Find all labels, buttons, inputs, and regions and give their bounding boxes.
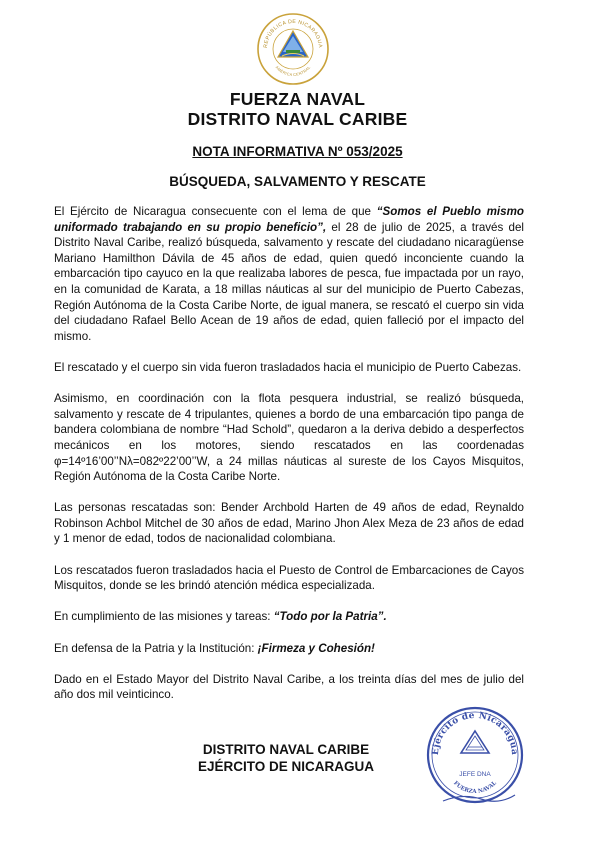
patria-motto: “Todo por la Patria”. (273, 610, 387, 624)
paragraph-4: Las personas rescatadas son: Bender Archbold Harten de 49 años de edad, Reynaldo Robinson Achbol Mitchel de 30 años de edad, Marino Jhon Alex Meza de 23 años de edad y 1 menor de edad, todos de nacionalidad colombiana. (54, 501, 524, 546)
paragraph-8: Dado en el Estado Mayor del Distrito Naval Caribe, a los treinta días del mes de julio del año dos mil veinticinco. (54, 672, 524, 702)
paragraph-2: El rescatado y el cuerpo sin vida fueron trasladados hacia el municipio de Puerto Cabezas. (54, 360, 522, 374)
firmeza-motto: ¡Firmeza y Cohesión! (257, 641, 375, 655)
paragraph-7-intro: En defensa de la Patria y la Institución: (54, 641, 258, 655)
seal-triangle-emblem (278, 31, 308, 57)
stamp-text-bottom: FUERZA NAVAL (452, 780, 498, 796)
page-title (0, 89, 595, 129)
army-motto: “Somos el Pueblo mismo uniformado trabajando en su propio beneficio”, (54, 205, 524, 234)
title-fuerza-naval: FUERZA NAVAL (229, 89, 366, 109)
document-body (54, 204, 524, 719)
paragraph-3: Asimismo, en coordinación con la flota pesquera industrial, se realizó búsqueda, salvamento y rescate de 4 tripulantes, quienes a bordo de una embarcación tipo panga de bandera colombiana de nombre “Had Schold”, quedaron a la deriva debido a desperfectos mecánicos en los motores, siendo rescatados en las coordenadas φ=14º16’00’’Nλ=082º22’00’’W, a 24 millas náuticas al sureste de los Cayos Misquitos, Región Autónoma de la Costa Caribe Norte. (54, 392, 524, 484)
note-title: NOTA INFORMATIVA Nº 053/2025 (192, 144, 403, 159)
paragraph-6 (54, 609, 524, 625)
paragraph-1-rest: el 28 de julio de 2025, a través del Distrito Naval Caribe, realizó búsqueda, salvamento y rescate del ciudadano nicaragüense Mariano Hamilthon Dávila de 45 años de edad, quien quedó inconciente cuando la embarcación tipo cayuco en la que realizaba labores de pesca, fue impactada por un rayo, en la comunidad de Karata, a 18 millas náuticas al sur del municipio de Puerto Cabezas, Región Autónoma de la Costa Caribe Norte, de igual manera, se rescató el cuerpo sin vida del ciudadano Rafael Bello Acean de 19 años de edad, quien falleció por el impacto del mismo. (54, 220, 524, 343)
coat-of-arms-seal (256, 12, 330, 86)
paragraph-5: Los rescatados fueron trasladados hacia el Puesto de Control de Embarcaciones de Cayos Misquitos, donde se les brindó atención médica especializada. (54, 563, 524, 593)
paragraph-1 (54, 204, 524, 344)
svg-text:Ejército de Nicaragua (431, 711, 519, 756)
signature-line-2: EJÉRCITO DE NICARAGUA (197, 759, 375, 774)
stamp-text-middle: JEFE DNA (459, 771, 491, 778)
signature-line-1: DISTRITO NAVAL CARIBE (202, 742, 370, 757)
paragraph-6-intro: En cumplimiento de las misiones y tareas: (54, 610, 274, 624)
title-distrito-naval: DISTRITO NAVAL CARIBE (187, 109, 408, 129)
seal-text-top: REPÚBLICA DE NICARAGUA (262, 18, 324, 49)
signature-block (176, 741, 396, 775)
official-stamp (423, 703, 527, 811)
note-subject: BÚSQUEDA, SALVAMENTO Y RESCATE (169, 174, 426, 189)
stamp-emblem (461, 731, 489, 753)
seal-text-bottom: AMÉRICA CENTRAL (274, 65, 312, 78)
svg-text:AMÉRICA CENTRAL (275, 65, 312, 77)
stamp-outer-ring (428, 708, 522, 802)
stamp-text-top: Ejército de Nicaragua (430, 710, 520, 756)
svg-text:FUERZA NAVAL (452, 780, 498, 795)
paragraph-1-intro: El Ejército de Nicaragua consecuente con el lema de que (54, 205, 377, 218)
paragraph-7 (54, 641, 524, 657)
